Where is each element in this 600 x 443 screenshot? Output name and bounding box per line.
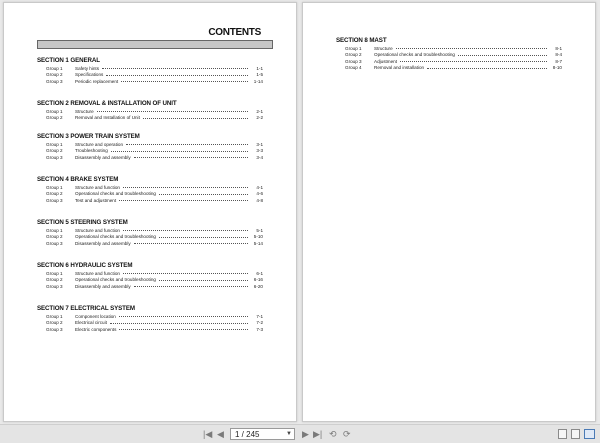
toc-entry[interactable]	[37, 78, 263, 85]
group-label: Group 2	[46, 115, 63, 121]
dot-leader	[159, 280, 248, 281]
dot-leader	[458, 55, 547, 56]
toc-section	[37, 218, 263, 247]
entry-title: Disassembly and assembly	[75, 154, 131, 160]
entry-page-number: 6-1	[256, 270, 263, 276]
entry-title: Structure	[75, 108, 94, 114]
entry-title: Electric components	[75, 326, 117, 332]
group-label: Group 3	[46, 283, 63, 289]
group-label: Group 1	[46, 184, 63, 190]
toc-entry[interactable]	[37, 115, 263, 122]
toc-entry[interactable]	[37, 154, 263, 161]
entry-page-number: 2-2	[256, 115, 263, 121]
entry-page-number: 8-1	[555, 45, 562, 51]
dot-leader	[123, 230, 248, 231]
dot-leader	[123, 187, 248, 188]
dot-leader	[134, 286, 248, 287]
entry-page-number: 3-3	[256, 148, 263, 154]
toc-section	[37, 99, 263, 121]
dot-leader	[119, 316, 248, 317]
group-label: Group 2	[46, 72, 63, 78]
back-icon[interactable]: ⟲	[329, 429, 337, 439]
entry-title: Disassembly and assembly	[75, 240, 131, 246]
group-label: Group 1	[46, 141, 63, 147]
toc-entry[interactable]	[37, 283, 263, 290]
last-page-icon[interactable]: ▶|	[313, 429, 323, 439]
dot-leader	[110, 323, 248, 324]
entry-title: Electrical circuit	[75, 320, 107, 326]
entry-title: Structure and function	[75, 227, 120, 233]
dot-leader	[159, 194, 248, 195]
entry-page-number: 1-5	[256, 72, 263, 78]
toc-section	[37, 175, 263, 204]
entry-page-number: 4-1	[256, 184, 263, 190]
toc-entry[interactable]	[336, 65, 562, 72]
group-label: Group 1	[46, 65, 63, 71]
entry-title: Periodic replacement	[75, 78, 119, 84]
entry-page-number: 8-7	[555, 58, 562, 64]
entry-title: Operational checks and troubleshooting	[75, 234, 156, 240]
toc-section	[336, 36, 562, 71]
group-label: Group 2	[46, 277, 63, 283]
dot-leader	[111, 151, 248, 152]
toc-entry[interactable]	[37, 240, 263, 247]
single-page-view-icon[interactable]	[558, 429, 567, 439]
group-label: Group 1	[345, 45, 362, 51]
dot-leader	[97, 111, 248, 112]
group-label: Group 3	[46, 197, 63, 203]
dot-leader	[102, 68, 248, 69]
entry-title: Structure and operation	[75, 141, 124, 147]
entry-page-number: 2-1	[256, 108, 263, 114]
next-page-icon[interactable]: ▶	[302, 429, 309, 439]
entry-page-number: 5-10	[253, 234, 263, 240]
entry-page-number: 8-10	[552, 65, 562, 71]
entry-title: Troubleshooting	[75, 148, 108, 154]
dot-leader	[159, 237, 248, 238]
group-label: Group 2	[46, 191, 63, 197]
document-page-right	[302, 2, 596, 422]
group-label: Group 4	[345, 65, 362, 71]
group-label: Group 2	[46, 234, 63, 240]
continuous-view-icon[interactable]	[571, 429, 580, 439]
chevron-down-icon[interactable]: ▼	[286, 431, 292, 437]
entry-title: Specifications	[75, 72, 104, 78]
entry-page-number: 7-2	[256, 320, 263, 326]
dot-leader	[143, 118, 248, 119]
two-page-view-icon[interactable]	[584, 429, 595, 439]
group-label: Group 3	[345, 58, 362, 64]
dot-leader	[134, 157, 248, 158]
toc-section	[37, 132, 263, 161]
entry-title: Adjustment	[374, 58, 397, 64]
group-label: Group 2	[46, 320, 63, 326]
toc-entry[interactable]	[37, 326, 263, 333]
document-page-left	[3, 2, 297, 422]
entry-page-number: 6-20	[253, 283, 263, 289]
dot-leader	[400, 61, 547, 62]
entry-page-number: 1-14	[253, 78, 263, 84]
group-label: Group 3	[46, 154, 63, 160]
group-label: Group 1	[46, 227, 63, 233]
section-heading[interactable]: SECTION 7 ELECTRICAL SYSTEM	[37, 305, 135, 312]
forward-icon[interactable]: ⟳	[343, 429, 351, 439]
entry-title: Operational checks and troubleshooting	[374, 52, 455, 58]
group-label: Group 1	[46, 270, 63, 276]
entry-page-number: 7-3	[256, 326, 263, 332]
entry-page-number: 5-1	[256, 227, 263, 233]
toc-entry[interactable]	[37, 197, 263, 204]
entry-page-number: 4-6	[256, 191, 263, 197]
dot-leader	[121, 81, 248, 82]
entry-title: Structure	[374, 45, 393, 51]
section-heading[interactable]: SECTION 4 BRAKE SYSTEM	[37, 176, 119, 183]
entry-title: Operational checks and troubleshooting	[75, 191, 156, 197]
group-label: Group 2	[46, 148, 63, 154]
entry-page-number: 6-16	[253, 277, 263, 283]
first-page-icon[interactable]: |◀	[203, 429, 213, 439]
entry-page-number: 5-14	[253, 240, 263, 246]
section-heading[interactable]: SECTION 8 MAST	[336, 37, 387, 44]
entry-title: Safety hints	[75, 65, 100, 71]
dot-leader	[119, 329, 248, 330]
entry-page-number: 1-1	[256, 65, 263, 71]
entry-page-number: 7-1	[256, 313, 263, 319]
entry-title: Removal and installation	[374, 65, 425, 71]
entry-title: Operational checks and troubleshooting	[75, 277, 156, 283]
dot-leader	[427, 68, 547, 69]
previous-page-icon[interactable]: ◀	[217, 429, 224, 439]
entry-title: Component location	[75, 313, 116, 319]
section-heading[interactable]: SECTION 1 GENERAL	[37, 57, 100, 64]
group-label: Group 1	[46, 108, 63, 114]
dot-leader	[134, 243, 248, 244]
dot-leader	[106, 75, 248, 76]
group-label: Group 3	[46, 240, 63, 246]
entry-page-number: 8-4	[555, 52, 562, 58]
group-label: Group 1	[46, 313, 63, 319]
toc-section	[37, 304, 263, 333]
section-heading[interactable]: SECTION 5 STEERING SYSTEM	[37, 219, 128, 226]
entry-page-number: 3-1	[256, 141, 263, 147]
navigation-toolbar	[0, 424, 600, 443]
section-heading[interactable]: SECTION 3 POWER TRAIN SYSTEM	[37, 133, 140, 140]
group-label: Group 2	[345, 52, 362, 58]
page-indicator: 1 / 245	[235, 430, 260, 439]
contents-title: CONTENTS	[208, 27, 261, 38]
page-number-input[interactable]	[230, 428, 295, 440]
section-heading[interactable]: SECTION 6 HYDRAULIC SYSTEM	[37, 262, 133, 269]
entry-page-number: 4-8	[256, 197, 263, 203]
entry-title: Structure and function	[75, 270, 120, 276]
entry-title: Disassembly and assembly	[75, 283, 131, 289]
title-rule-bar	[37, 40, 273, 49]
dot-leader	[396, 48, 547, 49]
entry-page-number: 3-4	[256, 154, 263, 160]
dot-leader	[126, 144, 248, 145]
toc-section	[37, 261, 263, 290]
dot-leader	[119, 200, 248, 201]
dot-leader	[123, 273, 248, 274]
group-label: Group 3	[46, 326, 63, 332]
entry-title: Structure and function	[75, 184, 120, 190]
group-label: Group 3	[46, 78, 63, 84]
entry-title: Removal and Installation of Unit	[75, 115, 140, 121]
section-heading[interactable]: SECTION 2 REMOVAL & INSTALLATION OF UNIT	[37, 100, 177, 107]
toc-section	[37, 56, 263, 85]
entry-title: Test and adjustment	[75, 197, 117, 203]
